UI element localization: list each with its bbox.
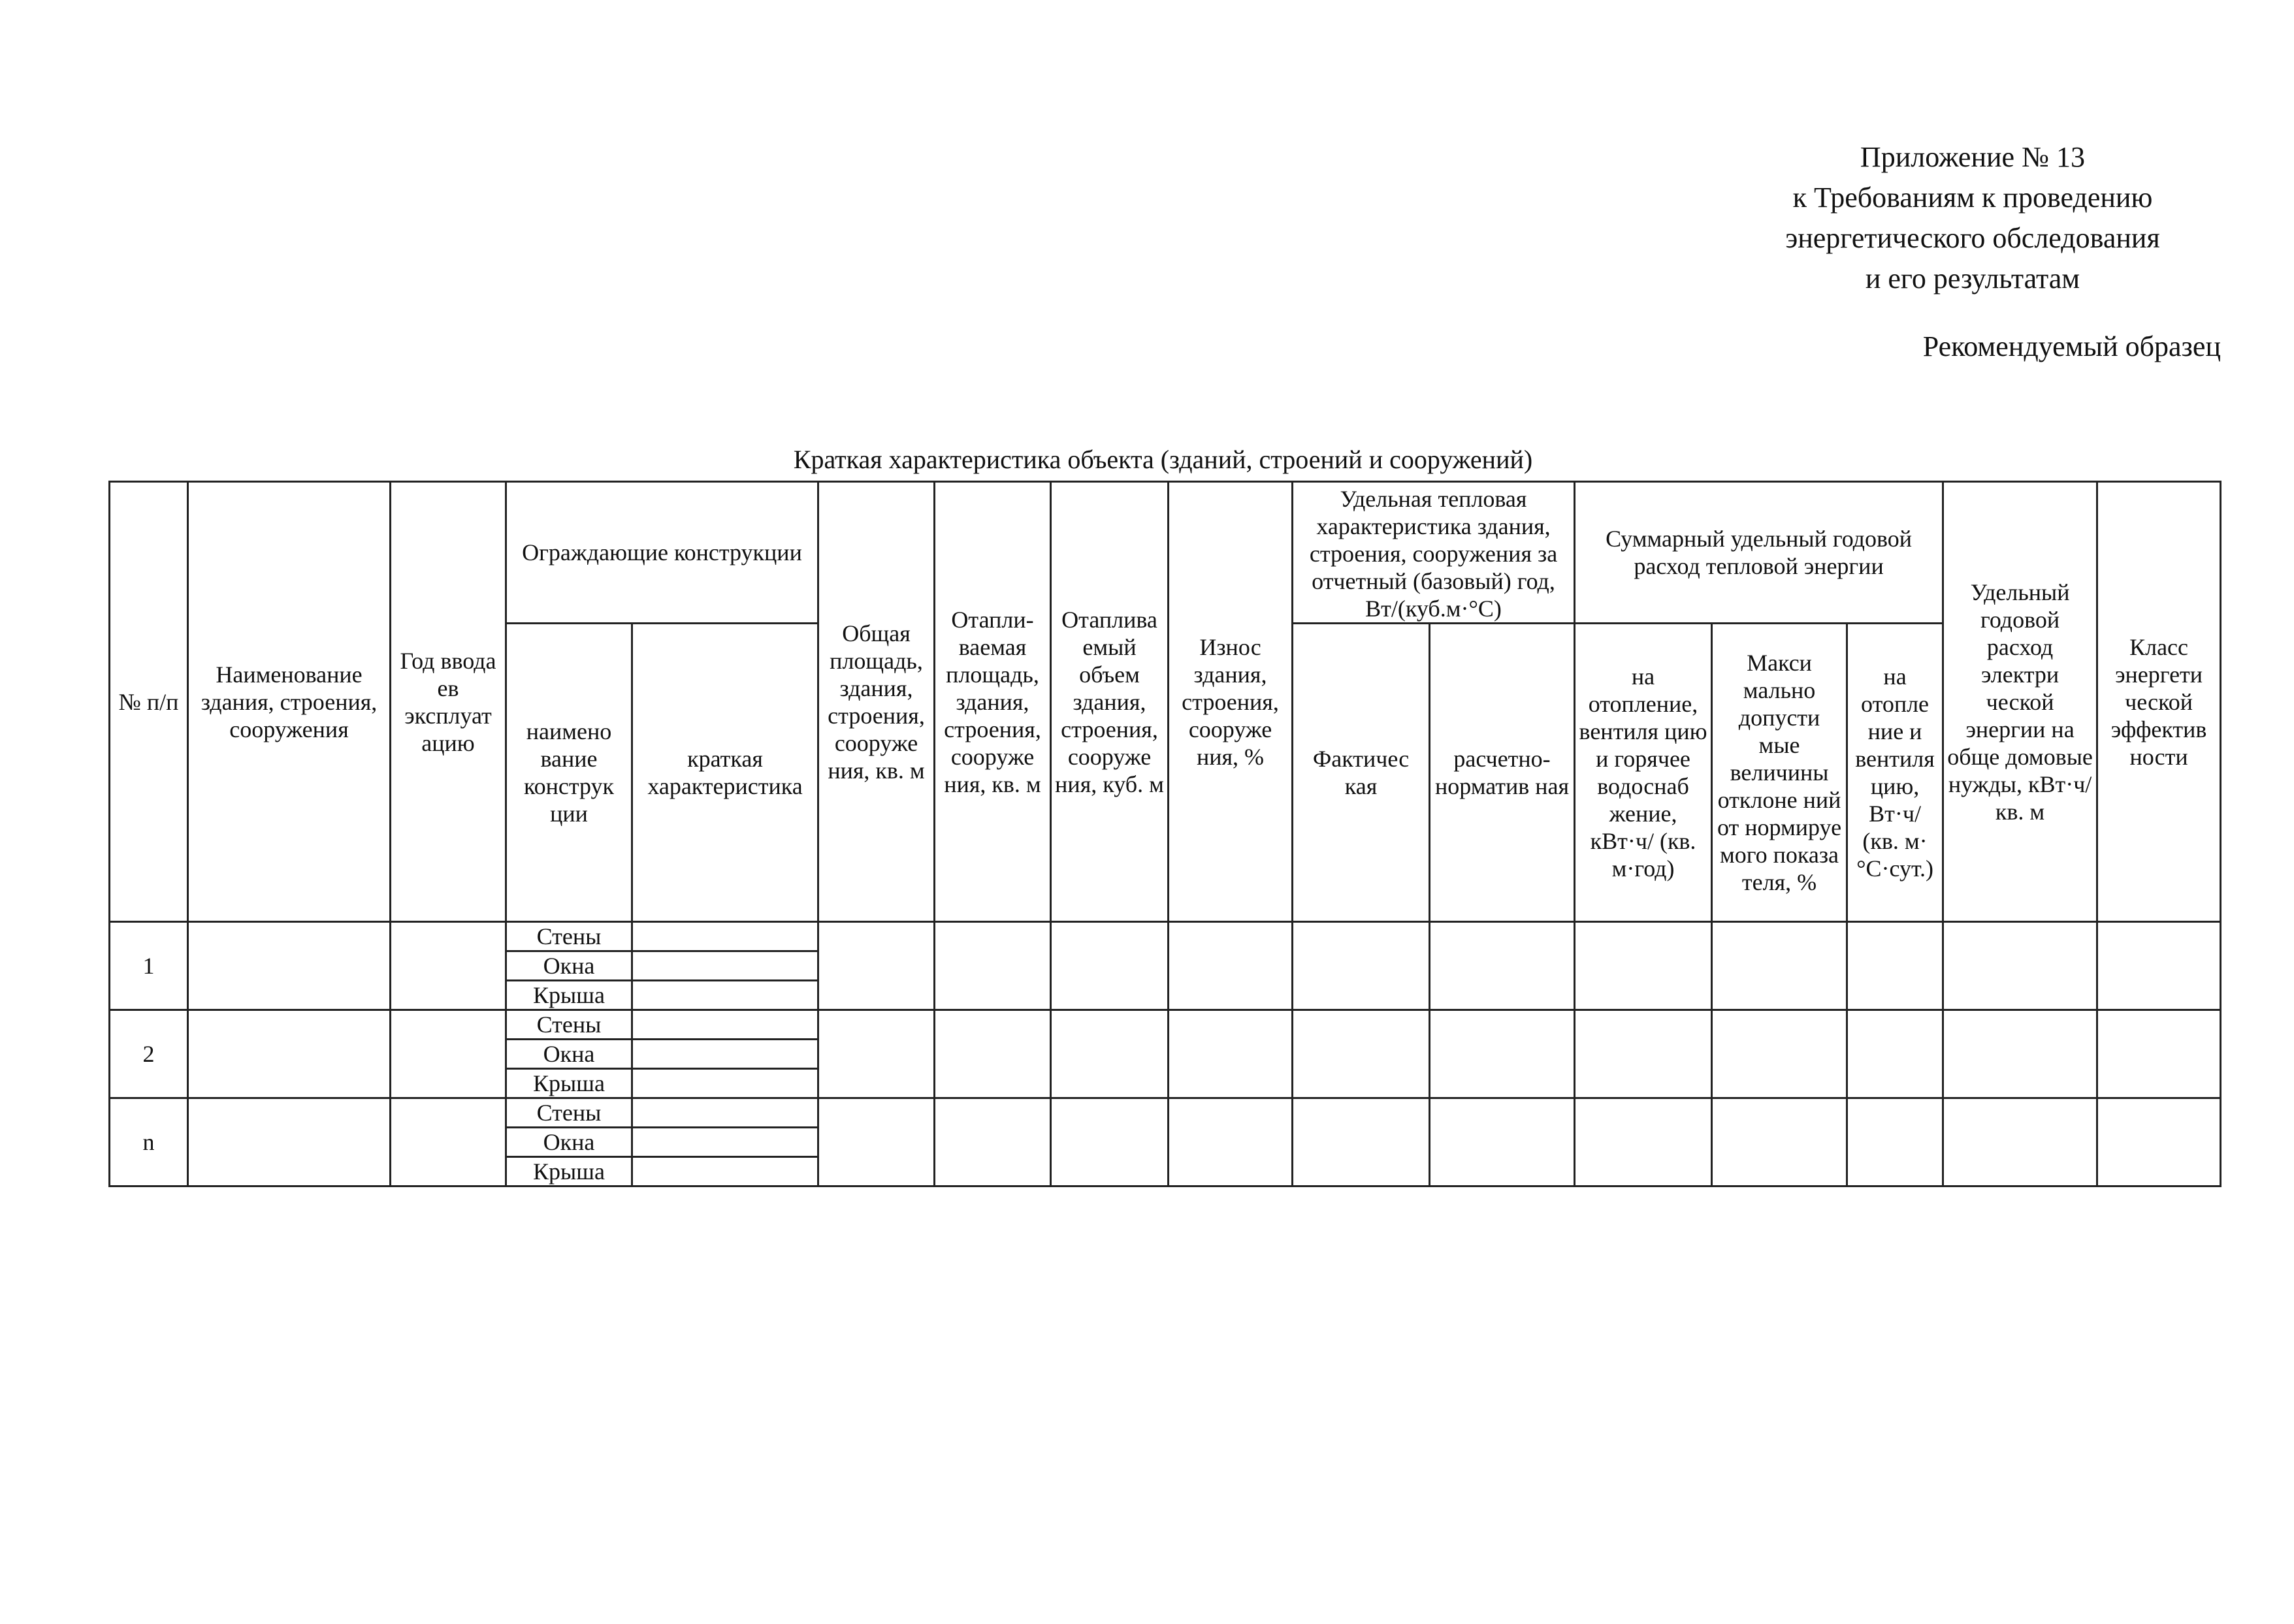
table-row [110, 922, 2221, 951]
table-row [110, 1098, 2221, 1128]
header-name: Наименование здания, строения, сооружения [188, 482, 391, 922]
cell-calc-norm [1430, 922, 1575, 1010]
header-heated-area: Отапли- ваемая площадь, здания, строения, сооруже ния, кв. м [935, 482, 1051, 922]
cell-heating-vent-hw [1575, 922, 1712, 1010]
cell-electric [1943, 922, 2097, 1010]
construction-desc [632, 1069, 818, 1098]
construction-name: Окна [506, 1040, 632, 1069]
cell-wear [1169, 922, 1293, 1010]
construction-desc [632, 922, 818, 951]
row-number: 1 [110, 922, 188, 1010]
construction-desc [632, 1128, 818, 1157]
cell-year [391, 1098, 506, 1186]
header-year: Год ввода ев эксплуат ацию [391, 482, 506, 922]
row-number: n [110, 1098, 188, 1186]
construction-desc [632, 951, 818, 981]
cell-heating-vent-hw [1575, 1098, 1712, 1186]
header-max-deviation: Макси мально допусти мые величины отклоне ний от нормируе мого показа теля, % [1712, 624, 1847, 922]
cell-max-deviation [1712, 922, 1847, 1010]
cell-heated-area [935, 922, 1051, 1010]
cell-total-area [818, 922, 935, 1010]
cell-heating-vent [1847, 1010, 1943, 1098]
construction-name: Стены [506, 1010, 632, 1040]
construction-desc [632, 1040, 818, 1069]
cell-name [188, 922, 391, 1010]
row-number: 2 [110, 1010, 188, 1098]
cell-electric [1943, 1098, 2097, 1186]
cell-actual [1293, 1098, 1430, 1186]
header-heating-vent: на отопле ние и вентиля цию, Вт·ч/ (кв. м· °С·сут.) [1847, 624, 1943, 922]
construction-name: Окна [506, 1128, 632, 1157]
cell-calc-norm [1430, 1010, 1575, 1098]
construction-name: Стены [506, 1098, 632, 1128]
header-num: № п/п [110, 482, 188, 922]
cell-total-area [818, 1010, 935, 1098]
construction-name: Крыша [506, 981, 632, 1010]
cell-electric [1943, 1010, 2097, 1098]
construction-name: Стены [506, 922, 632, 951]
cell-calc-norm [1430, 1098, 1575, 1186]
cell-energy-class [2097, 922, 2221, 1010]
header-calc-norm: расчетно- норматив ная [1430, 624, 1575, 922]
header-heating-vent-hw: на отопление, вентиля цию и горячее водоснаб жение, кВт·ч/ (кв. м·год) [1575, 624, 1712, 922]
cell-name [188, 1010, 391, 1098]
header-constr-desc: краткая характеристика [632, 624, 818, 922]
construction-desc [632, 1157, 818, 1186]
header-heated-volume: Отаплива емый объем здания, строения, сооруже ния, куб. м [1051, 482, 1169, 922]
cell-actual [1293, 922, 1430, 1010]
cell-energy-class [2097, 1010, 2221, 1098]
cell-wear [1169, 1010, 1293, 1098]
cell-heating-vent [1847, 1098, 1943, 1186]
header-actual: Фактичес кая [1293, 624, 1430, 922]
header-total-area: Общая площадь, здания, строения, сооруже ния, кв. м [818, 482, 935, 922]
header-constr-name: наимено вание конструк ции [506, 624, 632, 922]
annex-line: и его результатам [1865, 263, 2080, 295]
construction-name: Окна [506, 951, 632, 981]
cell-wear [1169, 1098, 1293, 1186]
header-enclosing: Ограждающие конструкции [506, 482, 818, 624]
table-row [110, 1010, 2221, 1040]
cell-max-deviation [1712, 1098, 1847, 1186]
header-wear: Износ здания, строения, сооруже ния, % [1169, 482, 1293, 922]
cell-max-deviation [1712, 1010, 1847, 1098]
annex-line: энергетического обследования [1785, 222, 2160, 254]
cell-year [391, 1010, 506, 1098]
construction-desc [632, 1010, 818, 1040]
header-energy-class: Класс энергети ческой эффектив ности [2097, 482, 2221, 922]
annex-line: Приложение № 13 [1860, 141, 2086, 173]
header-specific-heat: Удельная тепловая характеристика здания, строения, сооружения за отчетный (базовый) год, Вт/(куб.м·°С) [1293, 482, 1575, 624]
annex-line: к Требованиям к проведению [1792, 182, 2153, 214]
cell-heating-vent-hw [1575, 1010, 1712, 1098]
object-characteristics-table [108, 481, 2221, 1187]
cell-actual [1293, 1010, 1430, 1098]
annex-heading [1724, 137, 2221, 299]
cell-total-area [818, 1098, 935, 1186]
construction-desc [632, 1098, 818, 1128]
cell-heated-area [935, 1010, 1051, 1098]
header-total-heat: Суммарный удельный годовой расход тепловой энергии [1575, 482, 1943, 624]
cell-energy-class [2097, 1098, 2221, 1186]
header-electric: Удельный годовой расход электри ческой энергии на обще домовые нужды, кВт·ч/кв. м [1943, 482, 2097, 922]
table-caption: Краткая характеристика объекта (зданий, строений и сооружений) [793, 445, 1533, 474]
cell-heating-vent [1847, 922, 1943, 1010]
construction-name: Крыша [506, 1157, 632, 1186]
cell-name [188, 1098, 391, 1186]
cell-heated-volume [1051, 1010, 1169, 1098]
cell-heated-area [935, 1098, 1051, 1186]
construction-desc [632, 981, 818, 1010]
cell-year [391, 922, 506, 1010]
sample-label: Рекомендуемый образец [1922, 330, 2221, 362]
cell-heated-volume [1051, 1098, 1169, 1186]
cell-heated-volume [1051, 922, 1169, 1010]
construction-name: Крыша [506, 1069, 632, 1098]
